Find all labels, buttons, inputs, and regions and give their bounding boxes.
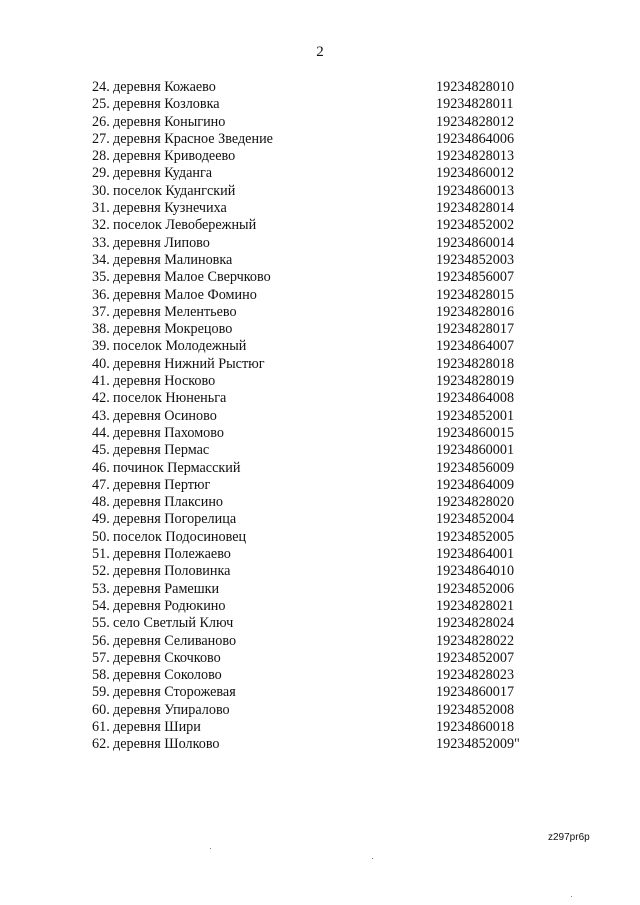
settlement-name: деревня Половинка bbox=[113, 563, 231, 580]
settlement-name: деревня Криводеево bbox=[113, 148, 236, 165]
scan-speck bbox=[571, 896, 572, 897]
entry-number: 29. bbox=[92, 165, 110, 182]
settlement-name: деревня Кузнечиха bbox=[113, 200, 227, 217]
list-item bbox=[92, 114, 552, 131]
settlement-name: деревня Скочково bbox=[113, 649, 221, 666]
list-item bbox=[92, 321, 552, 338]
list-item bbox=[92, 563, 552, 580]
list-item bbox=[92, 183, 552, 200]
list-item bbox=[92, 702, 552, 719]
list-item bbox=[92, 373, 552, 390]
list-item bbox=[92, 633, 552, 650]
entry-number: 54. bbox=[92, 597, 110, 614]
list-item bbox=[92, 684, 552, 701]
settlement-name: деревня Пахомово bbox=[113, 424, 224, 441]
list-item bbox=[92, 511, 552, 528]
settlement-name: деревня Пертюг bbox=[113, 476, 211, 493]
settlement-name: деревня Мелентьево bbox=[113, 303, 237, 320]
entry-number: 57. bbox=[92, 649, 110, 666]
scan-speck bbox=[372, 858, 373, 859]
list-item bbox=[92, 304, 552, 321]
oktmo-code: 19234828012 bbox=[436, 113, 515, 130]
list-item bbox=[92, 390, 552, 407]
list-item bbox=[92, 425, 552, 442]
oktmo-code: 19234864001 bbox=[436, 546, 515, 563]
oktmo-code: 19234864006 bbox=[436, 130, 515, 147]
entry-number: 40. bbox=[92, 355, 110, 372]
entry-number: 51. bbox=[92, 546, 110, 563]
entry-number: 39. bbox=[92, 338, 110, 355]
settlement-name: деревня Малое Сверчково bbox=[113, 269, 271, 286]
settlement-name: деревня Нижний Рыстюг bbox=[113, 355, 265, 372]
oktmo-code: 19234828011 bbox=[436, 96, 514, 113]
oktmo-code: 19234864007 bbox=[436, 338, 515, 355]
entry-number: 58. bbox=[92, 667, 110, 684]
settlement-name: деревня Куданга bbox=[113, 165, 213, 182]
list-item bbox=[92, 165, 552, 182]
entry-number: 53. bbox=[92, 580, 110, 597]
list-item bbox=[92, 494, 552, 511]
list-item bbox=[92, 581, 552, 598]
settlement-name: деревня Коныгино bbox=[113, 113, 226, 130]
list-item bbox=[92, 235, 552, 252]
entry-number: 50. bbox=[92, 528, 110, 545]
list-item bbox=[92, 200, 552, 217]
entry-number: 41. bbox=[92, 373, 110, 390]
settlement-name: деревня Липово bbox=[113, 234, 210, 251]
oktmo-code: 19234828013 bbox=[436, 148, 515, 165]
entry-number: 34. bbox=[92, 251, 110, 268]
entry-number: 33. bbox=[92, 234, 110, 251]
list-item bbox=[92, 148, 552, 165]
entry-number: 30. bbox=[92, 182, 110, 199]
list-item bbox=[92, 287, 552, 304]
settlement-name: село Светлый Ключ bbox=[113, 615, 234, 632]
oktmo-code: 19234856009 bbox=[436, 459, 515, 476]
entry-number: 38. bbox=[92, 321, 110, 338]
settlement-list bbox=[92, 79, 552, 754]
settlement-name: деревня Полежаево bbox=[113, 546, 231, 563]
oktmo-code: 19234852007 bbox=[436, 649, 515, 666]
settlement-name: деревня Селиваново bbox=[113, 632, 237, 649]
list-item bbox=[92, 79, 552, 96]
list-item bbox=[92, 269, 552, 286]
entry-number: 55. bbox=[92, 615, 110, 632]
oktmo-code: 19234860015 bbox=[436, 424, 515, 441]
list-item bbox=[92, 477, 552, 494]
settlement-name: поселок Подосиновец bbox=[113, 528, 247, 545]
list-item bbox=[92, 598, 552, 615]
oktmo-code: 19234828016 bbox=[436, 303, 515, 320]
oktmo-code: 19234860013 bbox=[436, 182, 515, 199]
entry-number: 42. bbox=[92, 390, 110, 407]
document-code: z297pr6p bbox=[548, 832, 590, 843]
settlement-name: деревня Красное Зведение bbox=[113, 130, 273, 147]
list-item bbox=[92, 667, 552, 684]
settlement-name: деревня Упиралово bbox=[113, 701, 230, 718]
oktmo-code: 19234828022 bbox=[436, 632, 515, 649]
entry-number: 35. bbox=[92, 269, 110, 286]
entry-number: 28. bbox=[92, 148, 110, 165]
entry-number: 49. bbox=[92, 511, 110, 528]
entry-number: 47. bbox=[92, 476, 110, 493]
list-item bbox=[92, 442, 552, 459]
settlement-name: деревня Родюкино bbox=[113, 597, 226, 614]
settlement-name: деревня Сторожевая bbox=[113, 684, 236, 701]
oktmo-code: 19234852004 bbox=[436, 511, 515, 528]
settlement-name: деревня Кожаево bbox=[113, 79, 216, 95]
oktmo-code: 19234828020 bbox=[436, 494, 515, 511]
settlement-name: деревня Носково bbox=[113, 373, 216, 390]
entry-number: 43. bbox=[92, 407, 110, 424]
settlement-name: деревня Осиново bbox=[113, 407, 217, 424]
oktmo-code: 19234860001 bbox=[436, 442, 515, 459]
list-item bbox=[92, 356, 552, 373]
oktmo-code: 19234828014 bbox=[436, 200, 515, 217]
list-item bbox=[92, 96, 552, 113]
entry-number: 45. bbox=[92, 442, 110, 459]
oktmo-code: 19234860018 bbox=[436, 718, 515, 735]
oktmo-code: 19234828017 bbox=[436, 321, 515, 338]
list-item bbox=[92, 719, 552, 736]
settlement-name: починок Пермасский bbox=[113, 459, 241, 476]
oktmo-code: 19234828021 bbox=[436, 597, 515, 614]
settlement-name: поселок Нюненьга bbox=[113, 390, 227, 407]
entry-number: 56. bbox=[92, 632, 110, 649]
entry-number: 37. bbox=[92, 303, 110, 320]
list-item bbox=[92, 736, 552, 753]
oktmo-code: 19234852005 bbox=[436, 528, 515, 545]
entry-number: 36. bbox=[92, 286, 110, 303]
settlement-name: деревня Малиновка bbox=[113, 251, 233, 268]
oktmo-code: 19234828010 bbox=[436, 79, 515, 95]
oktmo-code: 19234852003 bbox=[436, 251, 515, 268]
entry-number: 52. bbox=[92, 563, 110, 580]
entry-number: 32. bbox=[92, 217, 110, 234]
settlement-name: деревня Рамешки bbox=[113, 580, 220, 597]
list-item bbox=[92, 615, 552, 632]
settlement-name: деревня Соколово bbox=[113, 667, 222, 684]
entry-number: 31. bbox=[92, 200, 110, 217]
entry-number: 48. bbox=[92, 494, 110, 511]
page-number: 2 bbox=[316, 44, 324, 60]
oktmo-code: 19234852008 bbox=[436, 701, 515, 718]
oktmo-code: 19234860014 bbox=[436, 234, 515, 251]
oktmo-code: 19234852001 bbox=[436, 407, 515, 424]
entry-number: 61. bbox=[92, 718, 110, 735]
settlement-name: деревня Пермас bbox=[113, 442, 210, 459]
list-item bbox=[92, 460, 552, 477]
list-item bbox=[92, 408, 552, 425]
oktmo-code: 19234852009" bbox=[436, 736, 520, 753]
oktmo-code: 19234828015 bbox=[436, 286, 515, 303]
entry-number: 46. bbox=[92, 459, 110, 476]
oktmo-code: 19234828019 bbox=[436, 373, 515, 390]
oktmo-code: 19234864008 bbox=[436, 390, 515, 407]
settlement-name: деревня Плаксино bbox=[113, 494, 224, 511]
oktmo-code: 19234864009 bbox=[436, 476, 515, 493]
entry-number: 44. bbox=[92, 424, 110, 441]
settlement-name: деревня Шири bbox=[113, 718, 201, 735]
entry-number: 60. bbox=[92, 701, 110, 718]
list-item bbox=[92, 529, 552, 546]
list-item bbox=[92, 217, 552, 234]
oktmo-code: 19234828024 bbox=[436, 615, 515, 632]
settlement-name: деревня Козловка bbox=[113, 96, 220, 113]
entry-number: 59. bbox=[92, 684, 110, 701]
list-item bbox=[92, 338, 552, 355]
list-item bbox=[92, 650, 552, 667]
oktmo-code: 19234860017 bbox=[436, 684, 515, 701]
settlement-name: поселок Молодежный bbox=[113, 338, 247, 355]
settlement-name: поселок Кудангский bbox=[113, 182, 236, 199]
oktmo-code: 19234860012 bbox=[436, 165, 515, 182]
oktmo-code: 19234864010 bbox=[436, 563, 515, 580]
entry-number: 25. bbox=[92, 96, 110, 113]
settlement-name: деревня Мокрецово bbox=[113, 321, 233, 338]
list-item bbox=[92, 252, 552, 269]
settlement-name: деревня Шолково bbox=[113, 736, 220, 753]
oktmo-code: 19234828018 bbox=[436, 355, 515, 372]
oktmo-code: 19234856007 bbox=[436, 269, 515, 286]
settlement-name: деревня Малое Фомино bbox=[113, 286, 257, 303]
scan-speck bbox=[210, 848, 211, 849]
list-item bbox=[92, 131, 552, 148]
list-item bbox=[92, 546, 552, 563]
oktmo-code: 19234852002 bbox=[436, 217, 515, 234]
oktmo-code: 19234852006 bbox=[436, 580, 515, 597]
oktmo-code: 19234828023 bbox=[436, 667, 515, 684]
settlement-name: поселок Левобережный bbox=[113, 217, 257, 234]
entry-number: 26. bbox=[92, 113, 110, 130]
settlement-name: деревня Погорелица bbox=[113, 511, 237, 528]
entry-number: 24. bbox=[92, 79, 110, 95]
entry-number: 27. bbox=[92, 130, 110, 147]
entry-number: 62. bbox=[92, 736, 110, 753]
